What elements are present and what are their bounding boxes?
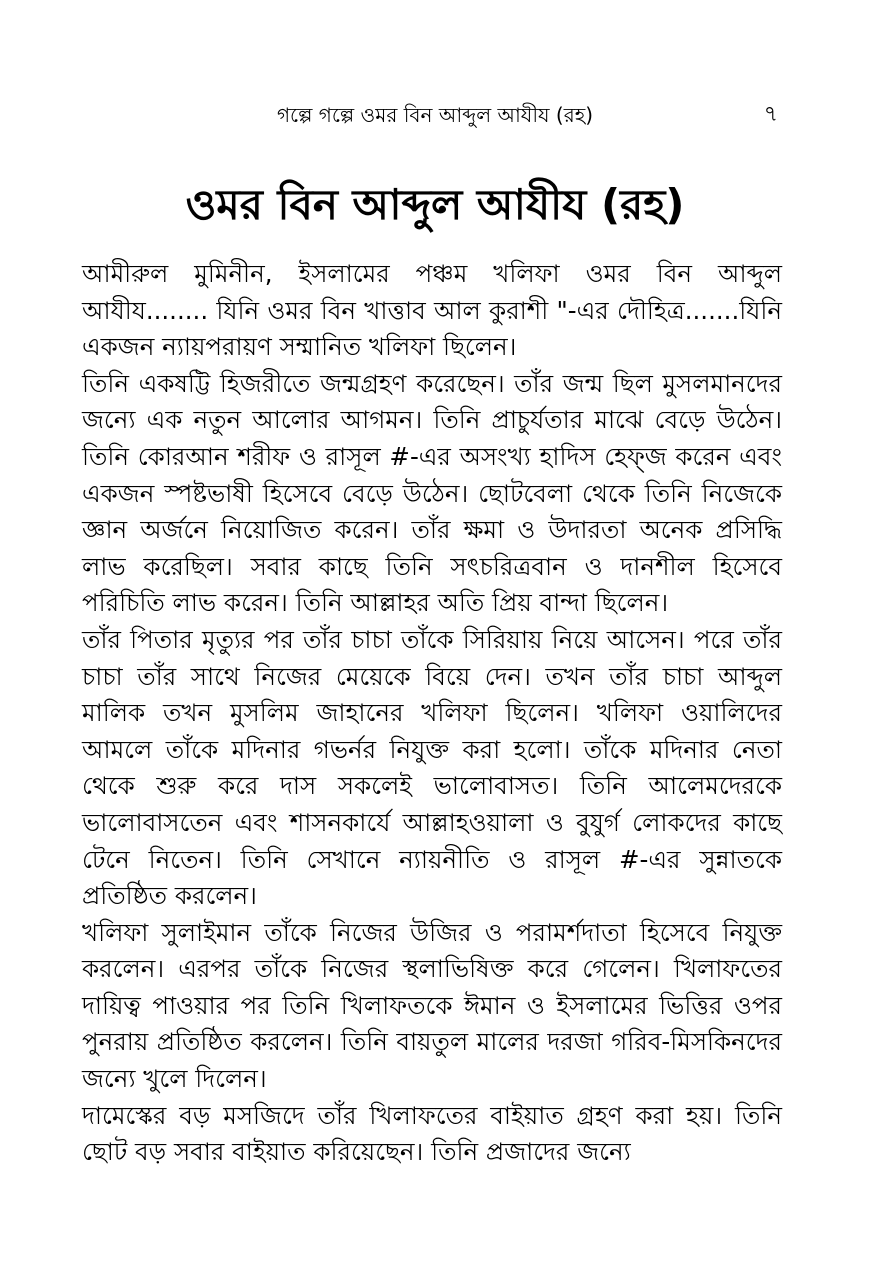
paragraph: তাঁর পিতার মৃত্যুর পর তাঁর চাচা তাঁকে সিরিয়ায় নিয়ে আসেন। পরে তাঁর চাচা তাঁর সাথে নিজের মেয়েকে বিয়ে দেন। তখন তাঁর চাচা আব্দুল মালিক তখন মুসলিম জাহানের খলিফা ছিলেন। খলিফা ওয়ালিদের আমলে তাঁকে মদিনার গভর্নর নিযুক্ত করা হলো। তাঁকে মদিনার নেতা থেকে শুরু করে দাস সকলেই ভালোবাসত। তিনি আলেমদেরকে ভালোবাসতেন এবং শাসনকার্যে আল্লাহওয়ালা ও বুযুর্গ লোকদের কাছে টেনে নিতেন। তিনি সেখানে ন্যায়নীতি ও রাসূল #-এর সুন্নাতকে প্রতিষ্ঠিত করলেন। — [82, 624, 782, 911]
paragraph: দামেস্কের বড় মসজিদে তাঁর খিলাফতের বাইয়াত গ্রহণ করা হয়। তিনি ছোট বড় সবার বাইয়াত করিয়েছেন। তিনি প্রজাদের জন্যে — [82, 1100, 782, 1167]
body-text — [82, 256, 782, 1171]
chapter-title: ওমর বিন আব্দুল আযীয (রহ) — [185, 180, 685, 229]
running-header — [0, 100, 870, 130]
paragraph: তিনি একষট্টি হিজরীতে জন্মগ্রহণ করেছেন। তাঁর জন্ম ছিল মুসলমানদের জন্যে এক নতুন আলোর আগমন। তিনি প্রাচুর্যতার মাঝে বেড়ে উঠেন। তিনি কোরআন শরীফ ও রাসূল #-এর অসংখ্য হাদিস হেফ্জ করেন এবং একজন স্পষ্টভাষী হিসেবে বেড়ে উঠেন। ছোটবেলা থেকে তিনি নিজেকে জ্ঞান অর্জনে নিয়োজিত করেন। তাঁর ক্ষমা ও উদারতা অনেক প্রসিদ্ধি লাভ করেছিল। সবার কাছে তিনি সৎচরিত্রবান ও দানশীল হিসেবে পরিচিতি লাভ করেন। তিনি আল্লাহর অতি প্রিয় বান্দা ছিলেন। — [82, 368, 782, 618]
page-number: ৭ — [763, 102, 778, 127]
paragraph: আমীরুল মুমিনীন, ইসলামের পঞ্চম খলিফা ওমর বিন আব্দুল আযীয........ যিনি ওমর বিন খাত্তাব আল কুরাশী "-এর দৌহিত্র.......যিনি একজন ন্যায়পরায়ণ সম্মানিত খলিফা ছিলেন। — [82, 259, 782, 362]
running-title: গল্পে গল্পে ওমর বিন আব্দুল আযীয (রহ) — [276, 103, 594, 127]
paragraph: খলিফা সুলাইমান তাঁকে নিজের উজির ও পরামর্শদাতা হিসেবে নিযুক্ত করলেন। এরপর তাঁকে নিজের স্থলাভিষিক্ত করে গেলেন। খিলাফতের দায়িত্ব পাওয়ার পর তিনি খিলাফতকে ঈমান ও ইসলামের ভিত্তির ওপর পুনরায় প্রতিষ্ঠিত করলেন। তিনি বায়তুল মালের দরজা গরিব-মিসকিনদের জন্যে খুলে দিলেন। — [82, 917, 782, 1094]
